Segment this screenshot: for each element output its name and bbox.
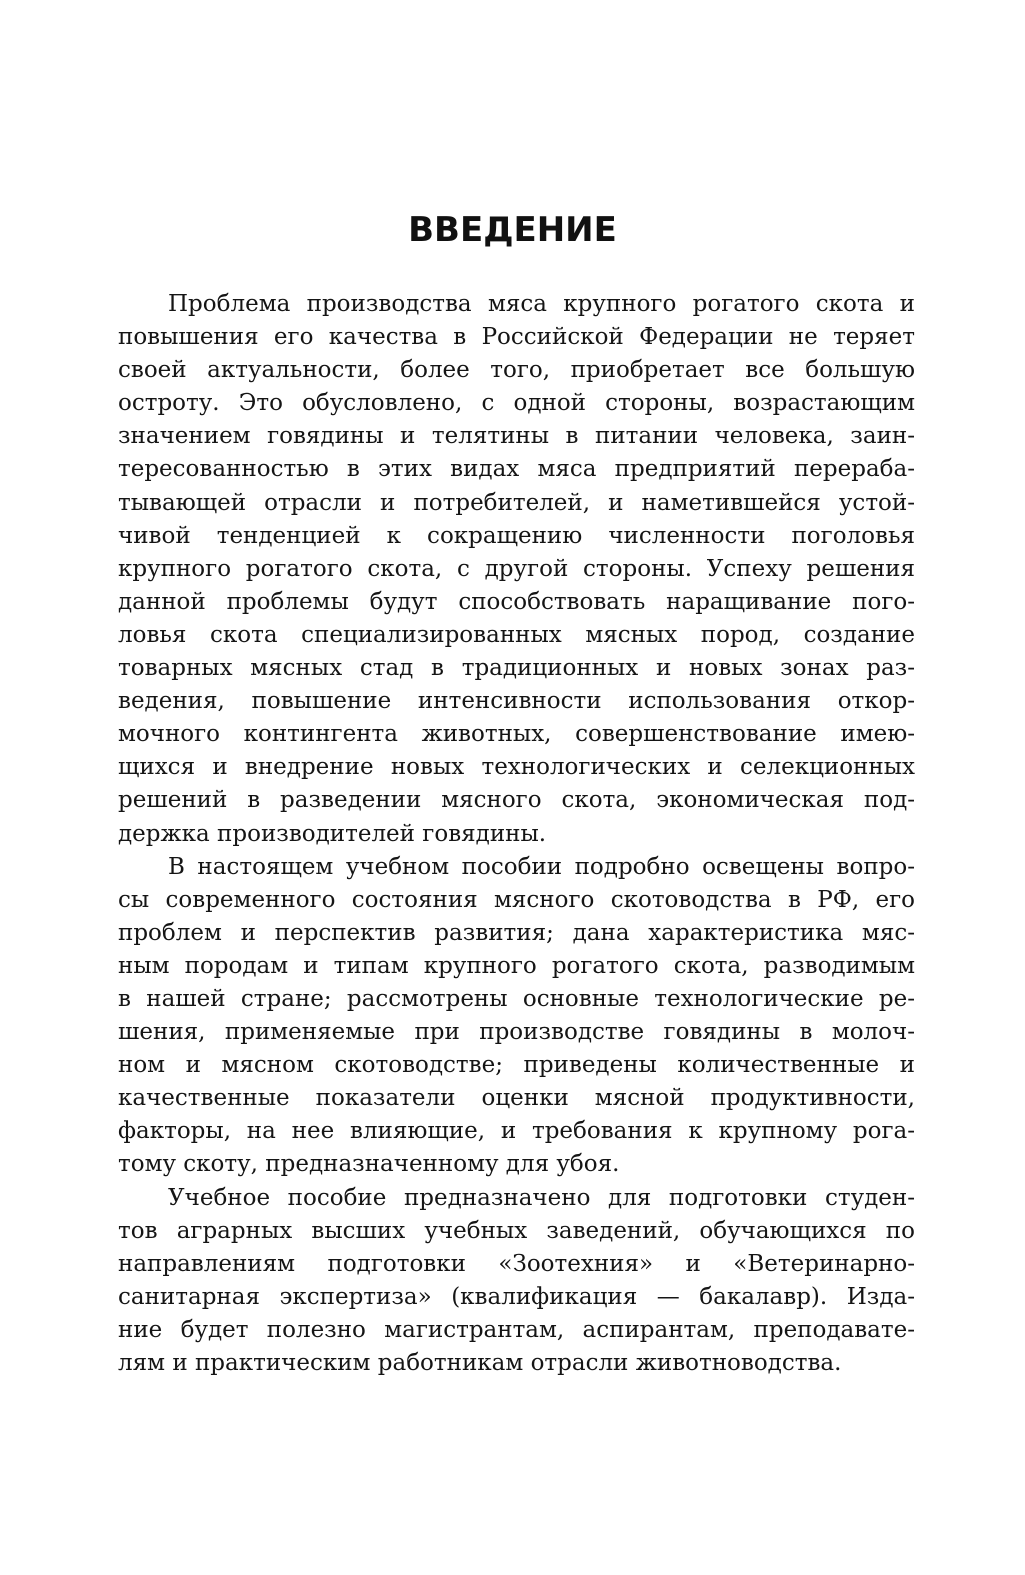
body-text	[118, 288, 915, 1380]
text-line: чивой тенденцией к сокращению численности поголовья	[118, 522, 915, 549]
page-title: ВВЕДЕНИЕ	[408, 210, 617, 250]
paragraph	[118, 288, 915, 851]
text-line: проблем и перспектив развития; дана характеристика мяс-	[118, 919, 915, 946]
text-line: значением говядины и телятины в питании человека, заин-	[118, 423, 915, 450]
text-line: шения, применяемые при производстве говядины в молоч-	[118, 1019, 915, 1046]
text-line: крупного рогатого скота, с другой стороны. Успеху решения	[118, 555, 915, 582]
text-line: лям и практическим работникам отрасли животноводства.	[118, 1350, 842, 1376]
text-line: повышения его качества в Российской Федерации не теряет	[118, 324, 915, 351]
text-line: качественные показатели оценки мясной продуктивности,	[118, 1085, 915, 1112]
text-line: остроту. Это обусловлено, с одной стороны, возрастающим	[118, 390, 915, 417]
text-line: ловья скота специализированных мясных пород, создание	[118, 621, 915, 648]
text-line: мочного контингента животных, совершенствование имею-	[118, 721, 915, 748]
paragraph	[118, 1182, 915, 1381]
text-line: ведения, повышение интенсивности использования откор-	[118, 688, 915, 715]
text-line: санитарная экспертиза» (квалификация — бакалавр). Изда-	[118, 1283, 915, 1310]
text-line: держка производителей говядины.	[118, 820, 547, 847]
text-line: тывающей отрасли и потребителей, и наметившейся устой-	[118, 489, 915, 516]
text-line: ным породам и типам крупного рогатого скота, разводимым	[118, 952, 915, 979]
text-line: данной проблемы будут способствовать наращивание пого-	[118, 588, 915, 615]
text-line: товарных мясных стад в традиционных и новых зонах раз-	[118, 655, 915, 682]
text-line: тересованностью в этих видах мяса предприятий перераба-	[118, 456, 915, 483]
paragraph	[118, 851, 915, 1182]
text-line: в нашей стране; рассмотрены основные технологические ре-	[118, 985, 915, 1012]
text-line: Учебное пособие предназначено для подготовки студен-	[168, 1184, 915, 1211]
text-line: ние будет полезно магистрантам, аспирантам, преподавате-	[118, 1316, 915, 1343]
text-line: ном и мясном скотоводстве; приведены количественные и	[118, 1052, 915, 1079]
text-line: В настоящем учебном пособии подробно освещены вопро-	[168, 853, 915, 880]
text-line: тов аграрных высших учебных заведений, обучающихся по	[118, 1217, 915, 1244]
text-line: тому скоту, предназначенному для убоя.	[118, 1151, 620, 1178]
text-line: направлениям подготовки «Зоотехния» и «Ветеринарно-	[118, 1250, 915, 1277]
text-line: факторы, на нее влияющие, и требования к крупному рога-	[118, 1118, 915, 1145]
text-line: решений в разведении мясного скота, экономическая под-	[118, 787, 915, 814]
text-line: щихся и внедрение новых технологических и селекционных	[118, 754, 915, 781]
text-line: Проблема производства мяса крупного рогатого скота и	[168, 291, 915, 317]
text-line: сы современного состояния мясного скотоводства в РФ, его	[118, 886, 915, 913]
text-line: своей актуальности, более того, приобретает все большую	[118, 357, 915, 384]
